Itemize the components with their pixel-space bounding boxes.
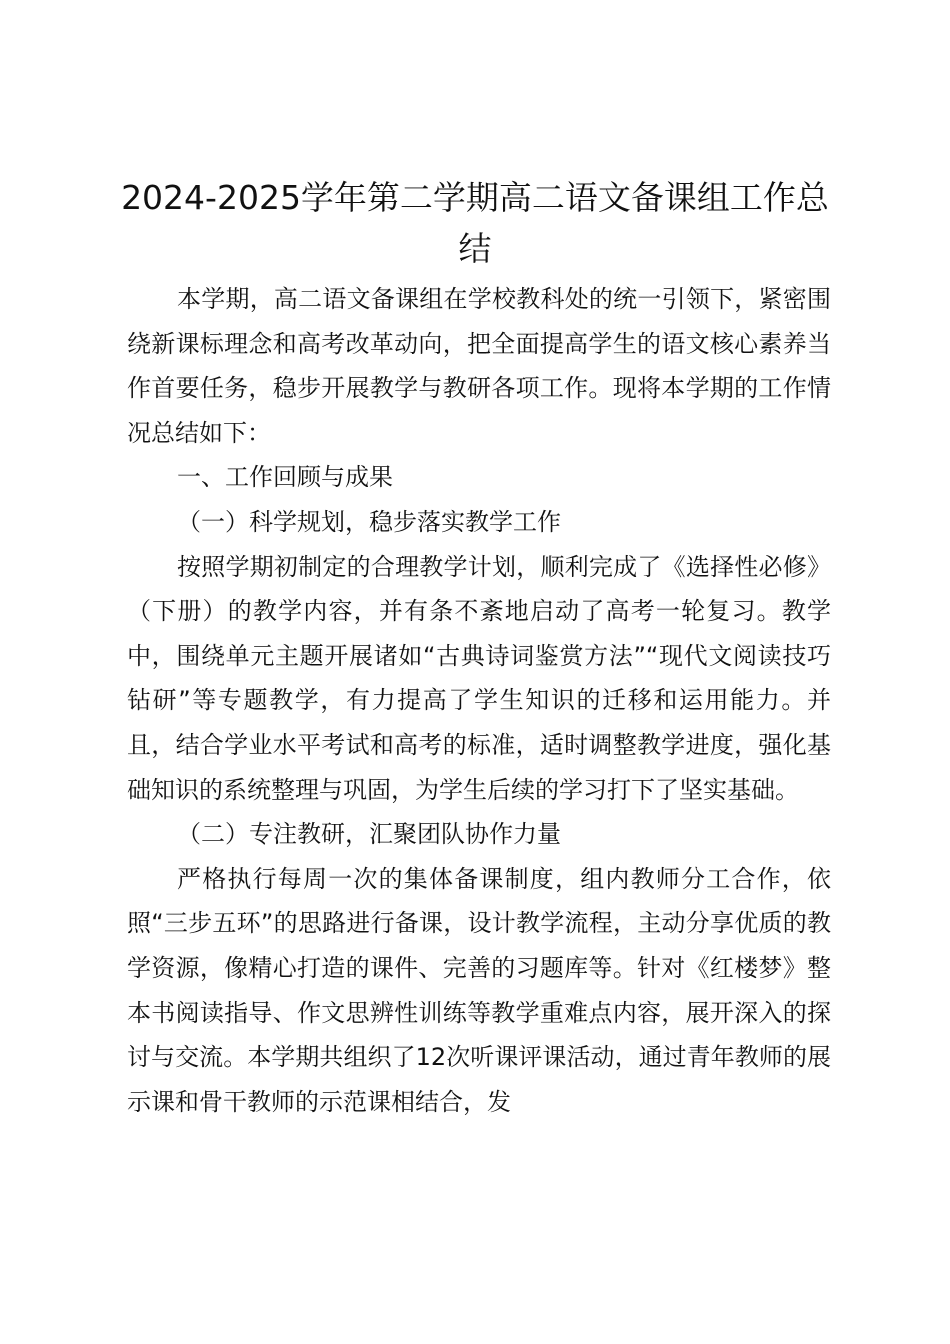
body-paragraph: 严格执行每周一次的集体备课制度，组内教师分工合作，依照“三步五环”的思路进行备课，设计教学流程，主动分享优质的教学资源，像精心打造的课件、完善的习题库等。针对《红楼梦》整本书阅读指导、作文思辨性训练等教学重难点内容，展开深入的探讨与交流。本学期共组织了12次听课评课活动，通过青年教师的展示课和骨干教师的示范课相结合，发 [127,864,831,1116]
body-paragraph: 按照学期初制定的合理教学计划，顺利完成了《选择性必修》（下册）的教学内容，并有条不紊地启动了高考一轮复习。教学中，围绕单元主题开展诸如“古典诗词鉴赏方法”“现代文阅读技巧钻研”等专题教学，有力提高了学生知识的迁移和运用能力。并且，结合学业水平考试和高考的标准，适时调整教学进度，强化基础知识的系统整理与巩固，为学生后续的学习打下了坚实基础。 [127,552,831,804]
subsection-heading: （一）科学规划，稳步落实教学工作 [177,507,561,536]
document-body [127,277,831,1124]
document-title: 2024-2025学年第二学期高二语文备课组工作总结 [121,178,829,268]
subsection-heading: （二）专注教研，汇聚团队协作力量 [177,820,561,849]
section-heading: 一、工作回顾与成果 [177,463,393,492]
intro-paragraph: 本学期，高二语文备课组在学校教科处的统一引领下，紧密围绕新课标理念和高考改革动向，把全面提高学生的语文核心素养当作首要任务，稳步开展教学与教研各项工作。现将本学期的工作情况总结如下： [127,285,831,447]
